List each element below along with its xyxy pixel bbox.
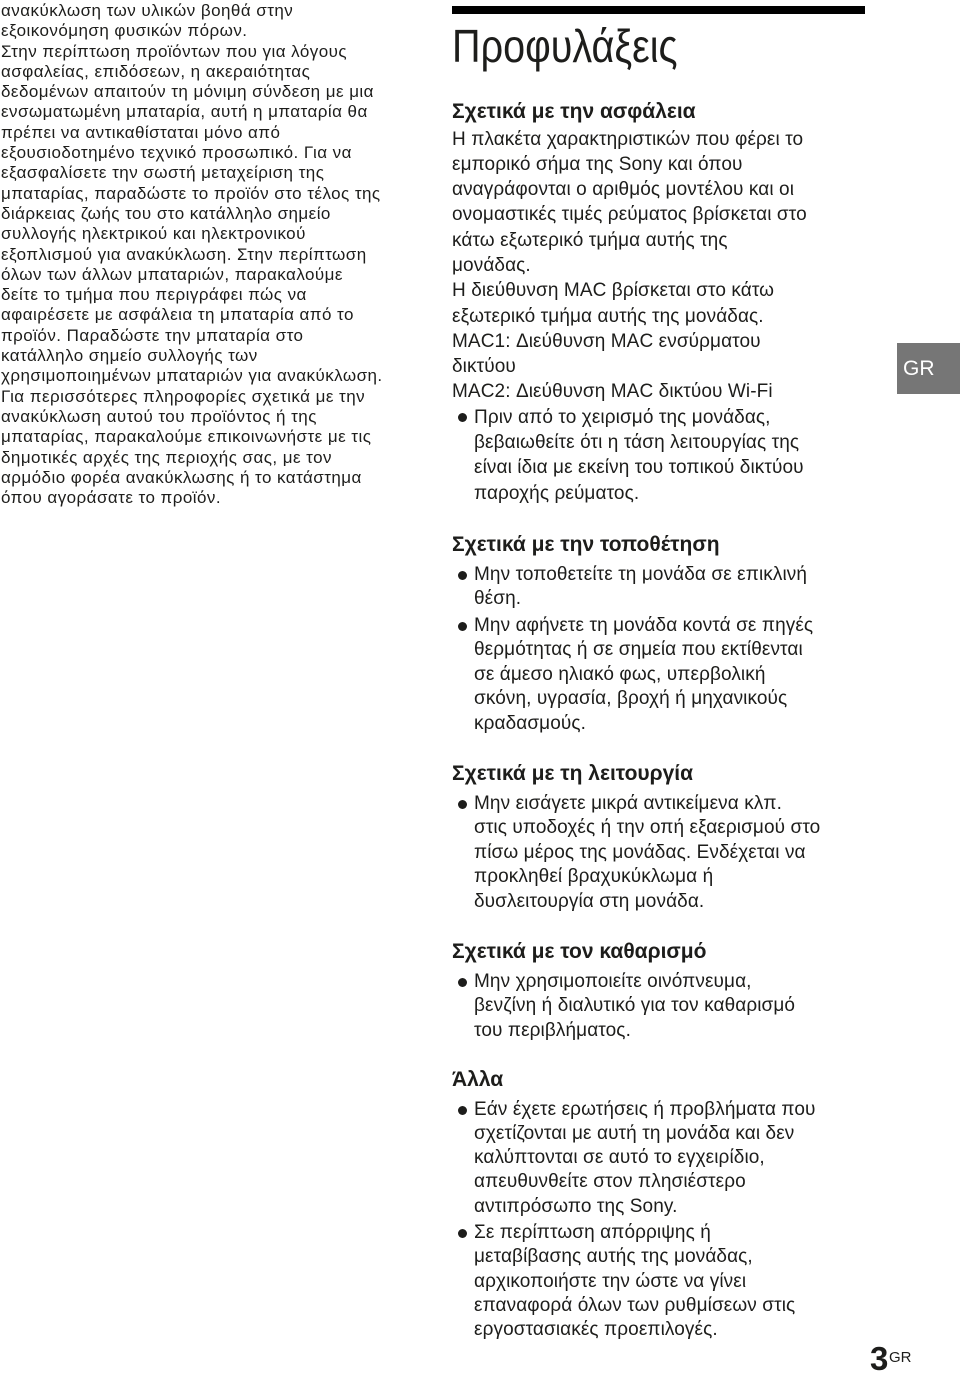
text-line: Σε περίπτωση απόρριψης ή <box>474 1221 711 1243</box>
text-line: Μην εισάγετε μικρά αντικείμενα κλπ. <box>474 792 783 814</box>
text-line: παροχής ρεύματος. <box>474 482 640 504</box>
text-line: Στην περίπτωση προϊόντων που για λόγους <box>1 41 348 61</box>
text-line: σκόνη, υγρασία, βροχή ή μηχανικούς <box>474 688 788 710</box>
text-line: όπου αγοράσατε το προϊόν. <box>1 488 222 508</box>
section-heading: Σχετικά με τον καθαρισμό <box>452 940 707 963</box>
text-line: αναγράφονται ο αριθμός μοντέλου και οι <box>452 179 795 201</box>
body-paragraph <box>452 127 892 405</box>
text-line: Μην χρησιμοποιείτε οινόπνευμα, <box>474 970 752 992</box>
text-line: MAC1: Διεύθυνση MAC ενσύρματου <box>452 330 761 352</box>
text-line: χρησιμοποιημένων μπαταριών για ανακύκλωση. <box>1 366 383 386</box>
text-line: αρμόδιο φορέα ανακύκλωσης ή το κατάστημα <box>1 467 362 487</box>
bullet-item <box>452 614 892 737</box>
bullet-text <box>474 1221 892 1342</box>
section-safety <box>452 98 892 506</box>
bullet-item <box>452 792 892 915</box>
text-line: στις υποδοχές ή την οπή εξαερισμού στο <box>474 817 821 839</box>
text-line: προϊόν. Παραδώστε την μπαταρία στο <box>1 325 304 345</box>
text-line: μπαταρίας, παραδώστε το προϊόν στο τέλος της <box>1 183 381 203</box>
bullet-text <box>474 792 892 915</box>
bullet-item <box>452 405 892 506</box>
text-line: Η πλακέτα χαρακτηριστικών που φέρει το <box>452 128 804 150</box>
bullet-item <box>452 563 892 612</box>
text-line: θερμότητας ή σε σημεία που εκτίθενται <box>474 639 803 661</box>
bullet-icon <box>458 413 467 422</box>
text-line: δείτε το τμήμα που περιγράφει πώς να <box>1 285 307 305</box>
text-line: του περιβλήματος. <box>474 1019 631 1041</box>
text-line: εξωτερικό τμήμα αυτής της μονάδας. <box>452 305 764 327</box>
text-line: απευθυνθείτε στον πλησιέστερο <box>474 1171 746 1193</box>
text-line: καλύπτονται σε αυτό το εγχειρίδιο, <box>474 1147 765 1169</box>
text-line: βεβαιωθείτε ότι η τάση λειτουργίας της <box>474 432 800 454</box>
section-heading: Σχετικά με την τοποθέτηση <box>452 533 720 556</box>
text-line: προκληθεί βραχυκύκλωμα ή <box>474 866 714 888</box>
text-line: κατάλληλο σημείο συλλογής των <box>1 346 258 366</box>
text-line: MAC2: Διεύθυνση MAC δικτύου Wi-Fi <box>452 381 773 403</box>
language-tab: GR <box>897 343 960 394</box>
text-line: είναι ίδια με εκείνη του τοπικού δικτύου <box>474 457 804 479</box>
text-line: Για περισσότερες πληροφορίες σχετικά με την <box>1 386 366 406</box>
section-operation <box>452 760 892 914</box>
text-line: δεδομένων απαιτούν τη μόνιμη σύνδεση με μια <box>1 82 374 102</box>
bullet-icon <box>458 571 467 580</box>
text-line: δικτύου <box>452 356 516 378</box>
bullet-item <box>452 1221 892 1342</box>
text-line: πίσω μέρος της μονάδας. Ενδέχεται να <box>474 841 806 863</box>
text-line: εξασφαλίσετε την σωστή μεταχείριση της <box>1 163 325 183</box>
bullet-text <box>474 563 892 612</box>
bullet-icon <box>458 622 467 631</box>
text-line: Εάν έχετε ερωτήσεις ή προβλήματα που <box>474 1098 816 1120</box>
bullet-text <box>474 614 892 737</box>
text-line: εμπορικό σήμα της Sony και όπου <box>452 153 743 175</box>
bullet-text <box>474 405 892 506</box>
section-placement <box>452 531 892 737</box>
text-line: κάτω εξωτερικό τμήμα αυτής της <box>452 229 728 251</box>
page-number-suffix: GR <box>889 1349 912 1366</box>
text-line: κραδασμούς. <box>474 713 587 735</box>
section-heading: Σχετικά με τη λειτουργία <box>452 762 694 785</box>
bullet-icon <box>458 978 467 987</box>
text-line: διάρκειας ζωής του στο κατάλληλο σημείο <box>1 203 331 223</box>
left-column-text <box>1 1 431 508</box>
text-line: συλλογής ηλεκτρικού και ηλεκτρονικού <box>1 224 306 244</box>
bullet-text <box>474 970 892 1044</box>
bullet-icon <box>458 800 467 809</box>
text-line: μονάδας. <box>452 254 531 276</box>
text-line: Μην τοποθετείτε τη μονάδα σε επικλινή <box>474 563 808 585</box>
text-line: Η διεύθυνση MAC βρίσκεται στο κάτω <box>452 280 775 302</box>
text-line: ανακύκλωση αυτού του προϊόντος ή της <box>1 406 317 426</box>
text-line: σχετίζονται με αυτή τη μονάδα και δεν <box>474 1122 795 1144</box>
text-line: εργοστασιακές προεπιλογές. <box>474 1319 718 1341</box>
text-line: βενζίνη ή διαλυτικό για τον καθαρισμό <box>474 995 796 1017</box>
text-line: επαναφορά όλων των ρυθμίσεων στις <box>474 1294 796 1316</box>
text-line: αρχικοποιήστε την ώστε να γίνει <box>474 1270 747 1292</box>
bullet-icon <box>458 1229 467 1238</box>
text-line: αντιπρόσωπο της Sony. <box>474 1195 678 1217</box>
text-line: δημοτικές αρχές της περιοχής σας, με τον <box>1 447 332 467</box>
title-rule <box>452 6 865 14</box>
section-other <box>452 1066 892 1342</box>
text-line: Πριν από το χειρισμό της μονάδας, <box>474 406 771 428</box>
bullet-text <box>474 1098 892 1219</box>
bullet-item <box>452 970 892 1044</box>
text-line: εξοικονόμηση φυσικών πόρων. <box>1 21 248 41</box>
text-line: ασφαλείας, επιδόσεων, η ακεραιότητας <box>1 61 311 81</box>
text-line: θέση. <box>474 588 522 610</box>
text-line: Μην αφήνετε τη μονάδα κοντά σε πηγές <box>474 614 814 636</box>
section-heading: Σχετικά με την ασφάλεια <box>452 100 696 123</box>
bullet-item <box>452 1098 892 1219</box>
text-line: όλων των άλλων μπαταριών, παρακαλούμε <box>1 264 343 284</box>
section-cleaning <box>452 938 892 1043</box>
bullet-icon <box>458 1106 467 1115</box>
section-heading: Άλλα <box>452 1068 504 1091</box>
text-line: μπαταρίας, παρακαλούμε επικοινωνήστε με τις <box>1 427 372 447</box>
text-line: πρέπει να αντικαθίσταται μόνο από <box>1 122 281 142</box>
text-line: ενσωματωμένη μπαταρία, αυτή η μπαταρία θα <box>1 102 368 122</box>
text-line: μεταβίβασης αυτής της μονάδας, <box>474 1246 753 1268</box>
text-line: εξουσιοδοτημένο τεχνικό προσωπικό. Για να <box>1 143 352 163</box>
text-line: αφαιρέσετε με ασφάλεια τη μπαταρία από το <box>1 305 354 325</box>
text-line: ονομαστικές τιμές ρεύματος βρίσκεται στο <box>452 204 807 226</box>
text-line: ανακύκλωση των υλικών βοηθά στην <box>1 1 294 20</box>
page-title: Προφυλάξεις <box>452 20 678 72</box>
page-number: 3 <box>870 1340 889 1377</box>
text-line: σε άμεσο ηλιακό φως, υπερβολική <box>474 663 766 685</box>
text-line: δυσλειτουργία στη μονάδα. <box>474 890 705 912</box>
text-line: εξοπλισμού για ανακύκλωση. Στην περίπτωση <box>1 244 367 264</box>
